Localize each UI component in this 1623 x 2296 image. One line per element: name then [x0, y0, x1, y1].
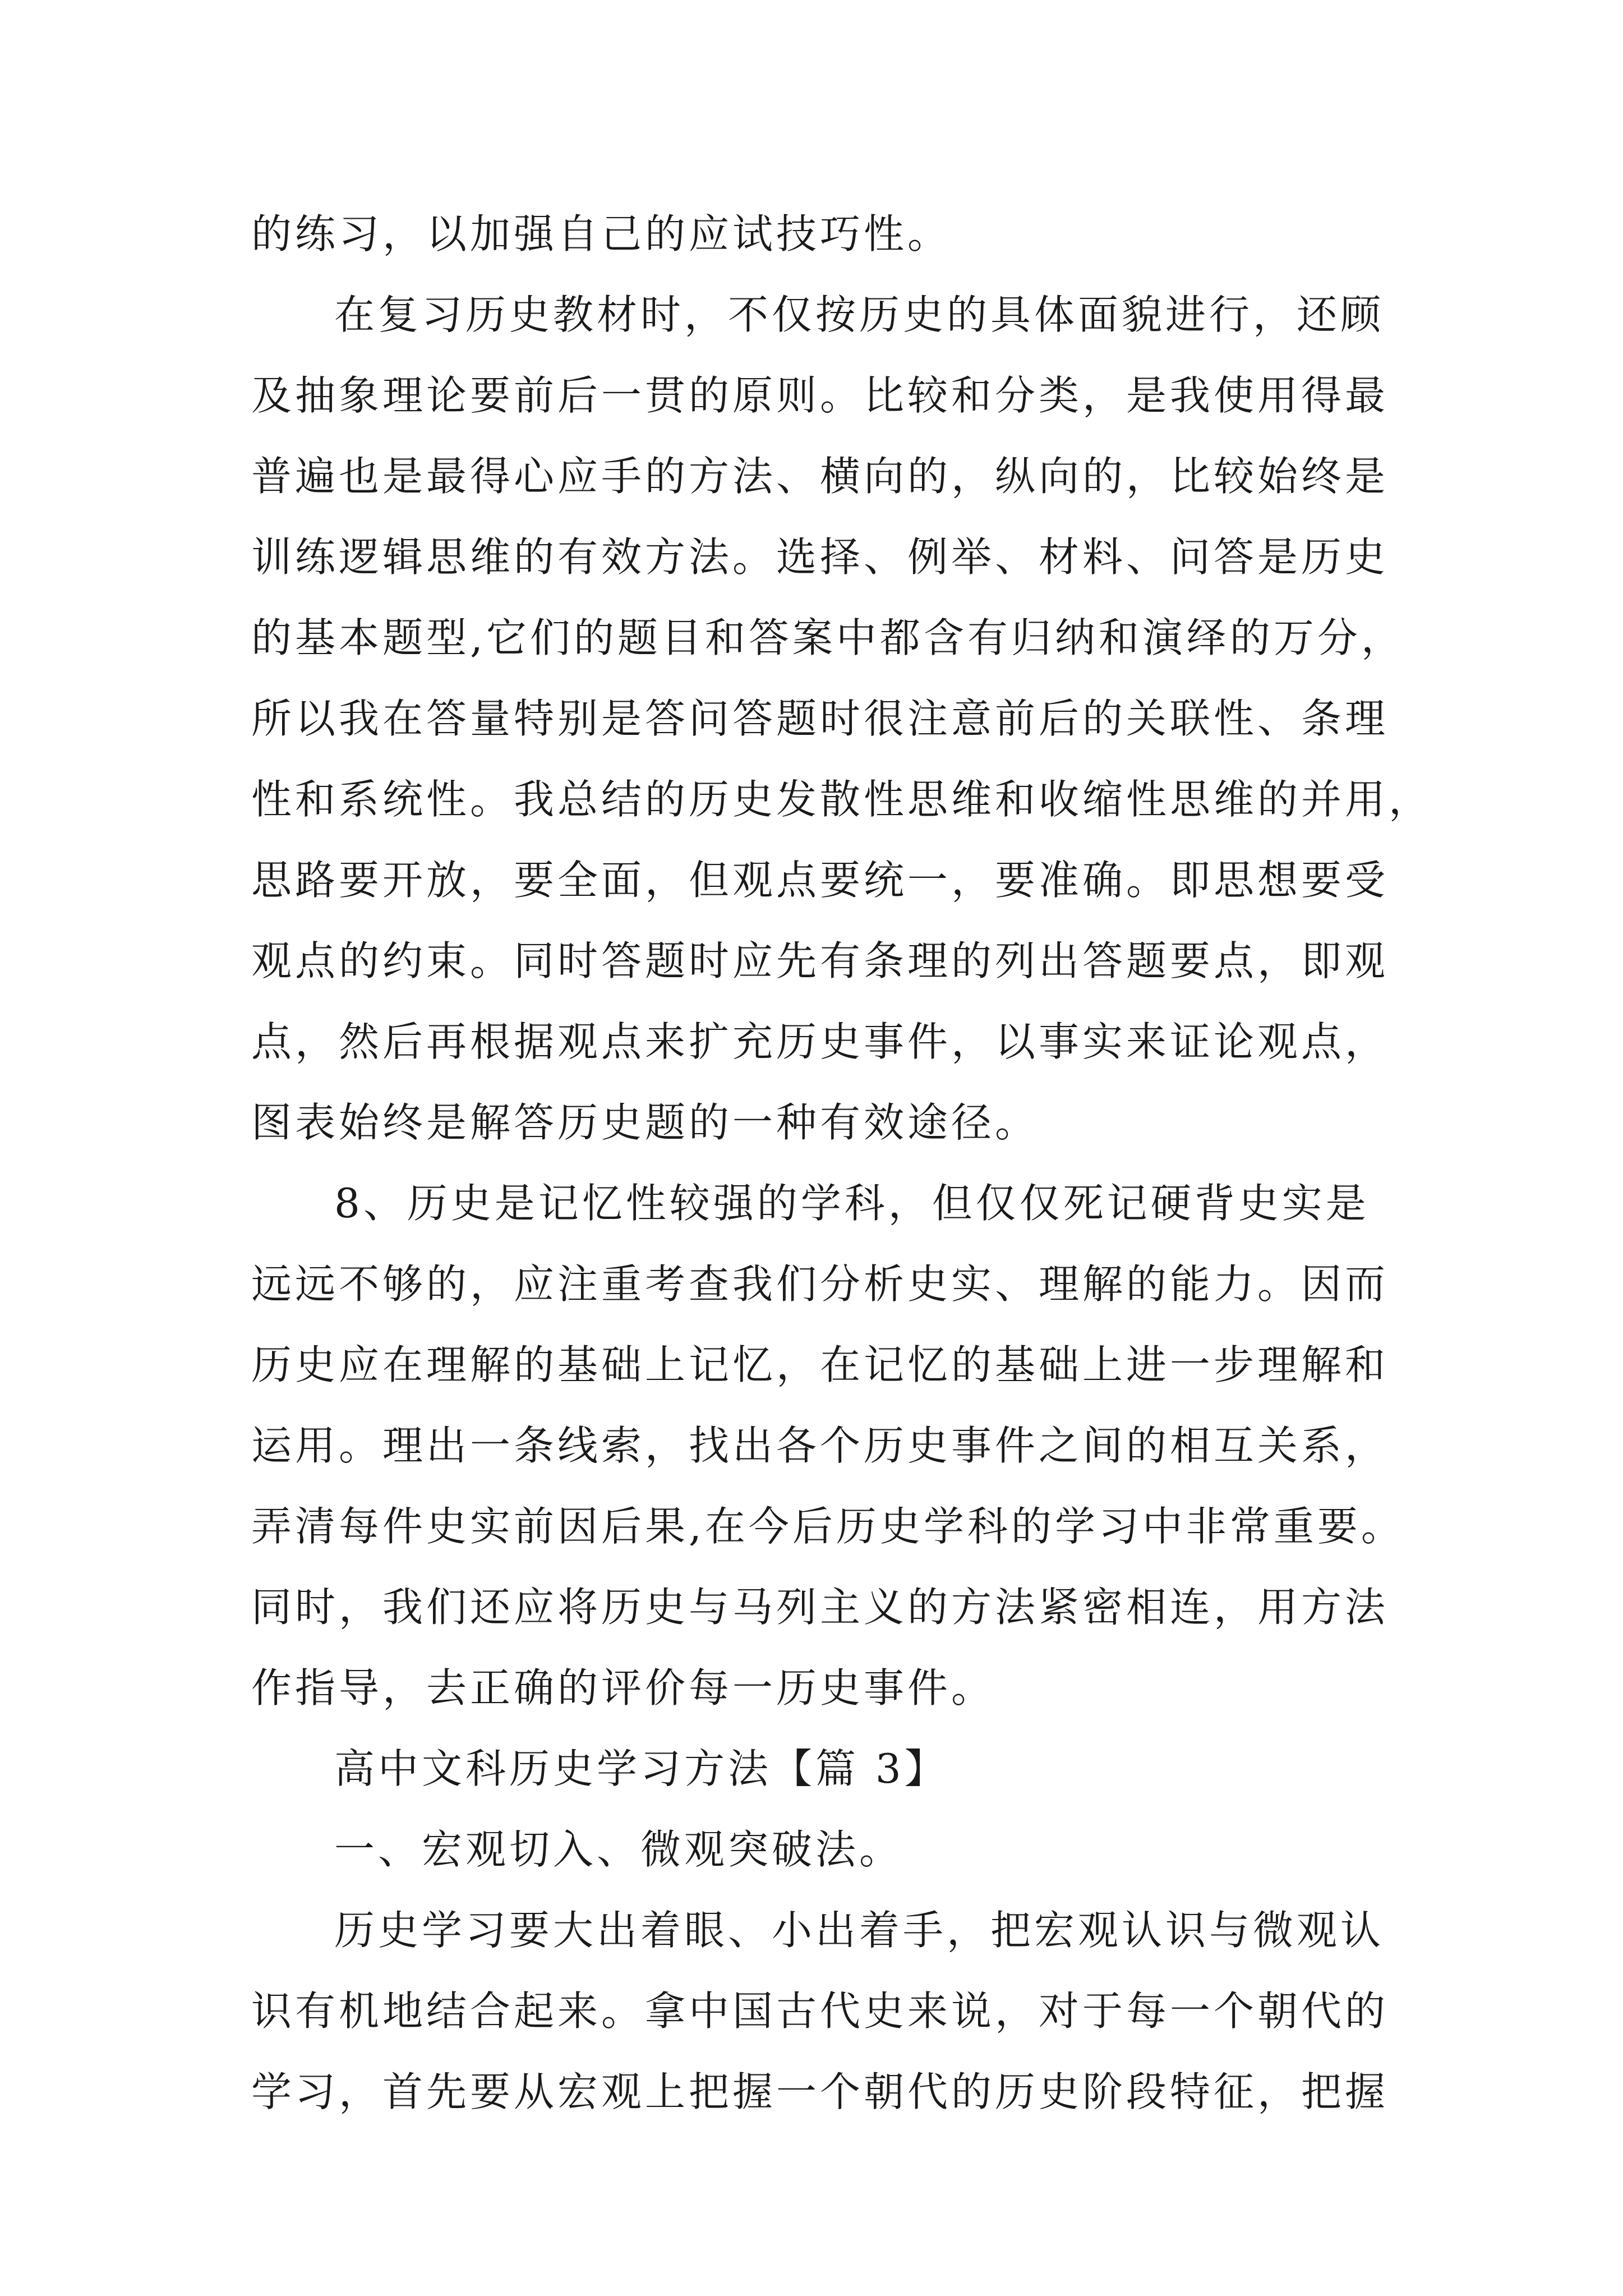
text-line: 在复习历史教材时，不仅按历史的具体面貌进行，还顾: [334, 291, 1385, 338]
text-line: 普遍也是最得心应手的方法、横向的，纵向的，比较始终是: [251, 453, 1389, 500]
text-line: 识有机地结合起来。拿中国古代史来说，对于每一个朝代的: [251, 1987, 1389, 2035]
text-line: 一、宏观切入、微观突破法。: [334, 1826, 903, 1873]
text-line: 的基本题型,它们的题目和答案中都含有归纳和演绎的万分，: [251, 614, 1405, 661]
text-line: 学习，首先要从宏观上把握一个朝代的历史阶段特征，把握: [251, 2068, 1389, 2115]
text-line: 思路要开放，要全面，但观点要统一，要准确。即思想要受: [251, 857, 1389, 904]
text-line: 观点的约束。同时答题时应先有条理的列出答题要点，即观: [251, 937, 1389, 984]
text-line: 的练习，以加强自己的应试技巧性。: [251, 210, 952, 257]
text-line: 及抽象理论要前后一贯的原则。比较和分类，是我使用得最: [251, 372, 1389, 419]
text-line: 高中文科历史学习方法【篇 3】: [334, 1745, 948, 1792]
text-line: 所以我在答量特别是答问答题时很注意前后的关联性、条理: [251, 695, 1389, 742]
text-line: 远远不够的，应注重考查我们分析史实、理解的能力。因而: [251, 1260, 1389, 1308]
text-line: 历史学习要大出着眼、小出着手，把宏观认识与微观认: [334, 1907, 1385, 1954]
text-line: 作指导，去正确的评价每一历史事件。: [251, 1664, 995, 1711]
body-text: [251, 194, 1433, 2132]
text-line: 性和系统性。我总结的历史发散性思维和收缩性思维的并用，: [251, 776, 1433, 823]
text-line: 训练逻辑思维的有效方法。选择、例举、材料、问答是历史: [251, 533, 1389, 581]
text-line: 历史应在理解的基础上记忆，在记忆的基础上进一步理解和: [251, 1341, 1389, 1388]
text-line: 图表始终是解答历史题的一种有效途径。: [251, 1099, 1039, 1146]
text-line: 点，然后再根据观点来扩充历史事件，以事实来证论观点，: [251, 1018, 1389, 1065]
text-line: 8、历史是记忆性较强的学科，但仅仅死记硬背史实是: [334, 1180, 1370, 1227]
text-line: 弄清每件史实前因后果,在今后历史学科的学习中非常重要。: [251, 1503, 1405, 1550]
text-line: 运用。理出一条线索，找出各个历史事件之间的相互关系，: [251, 1422, 1389, 1469]
text-line: 同时，我们还应将历史与马列主义的方法紧密相连，用方法: [251, 1584, 1389, 1631]
